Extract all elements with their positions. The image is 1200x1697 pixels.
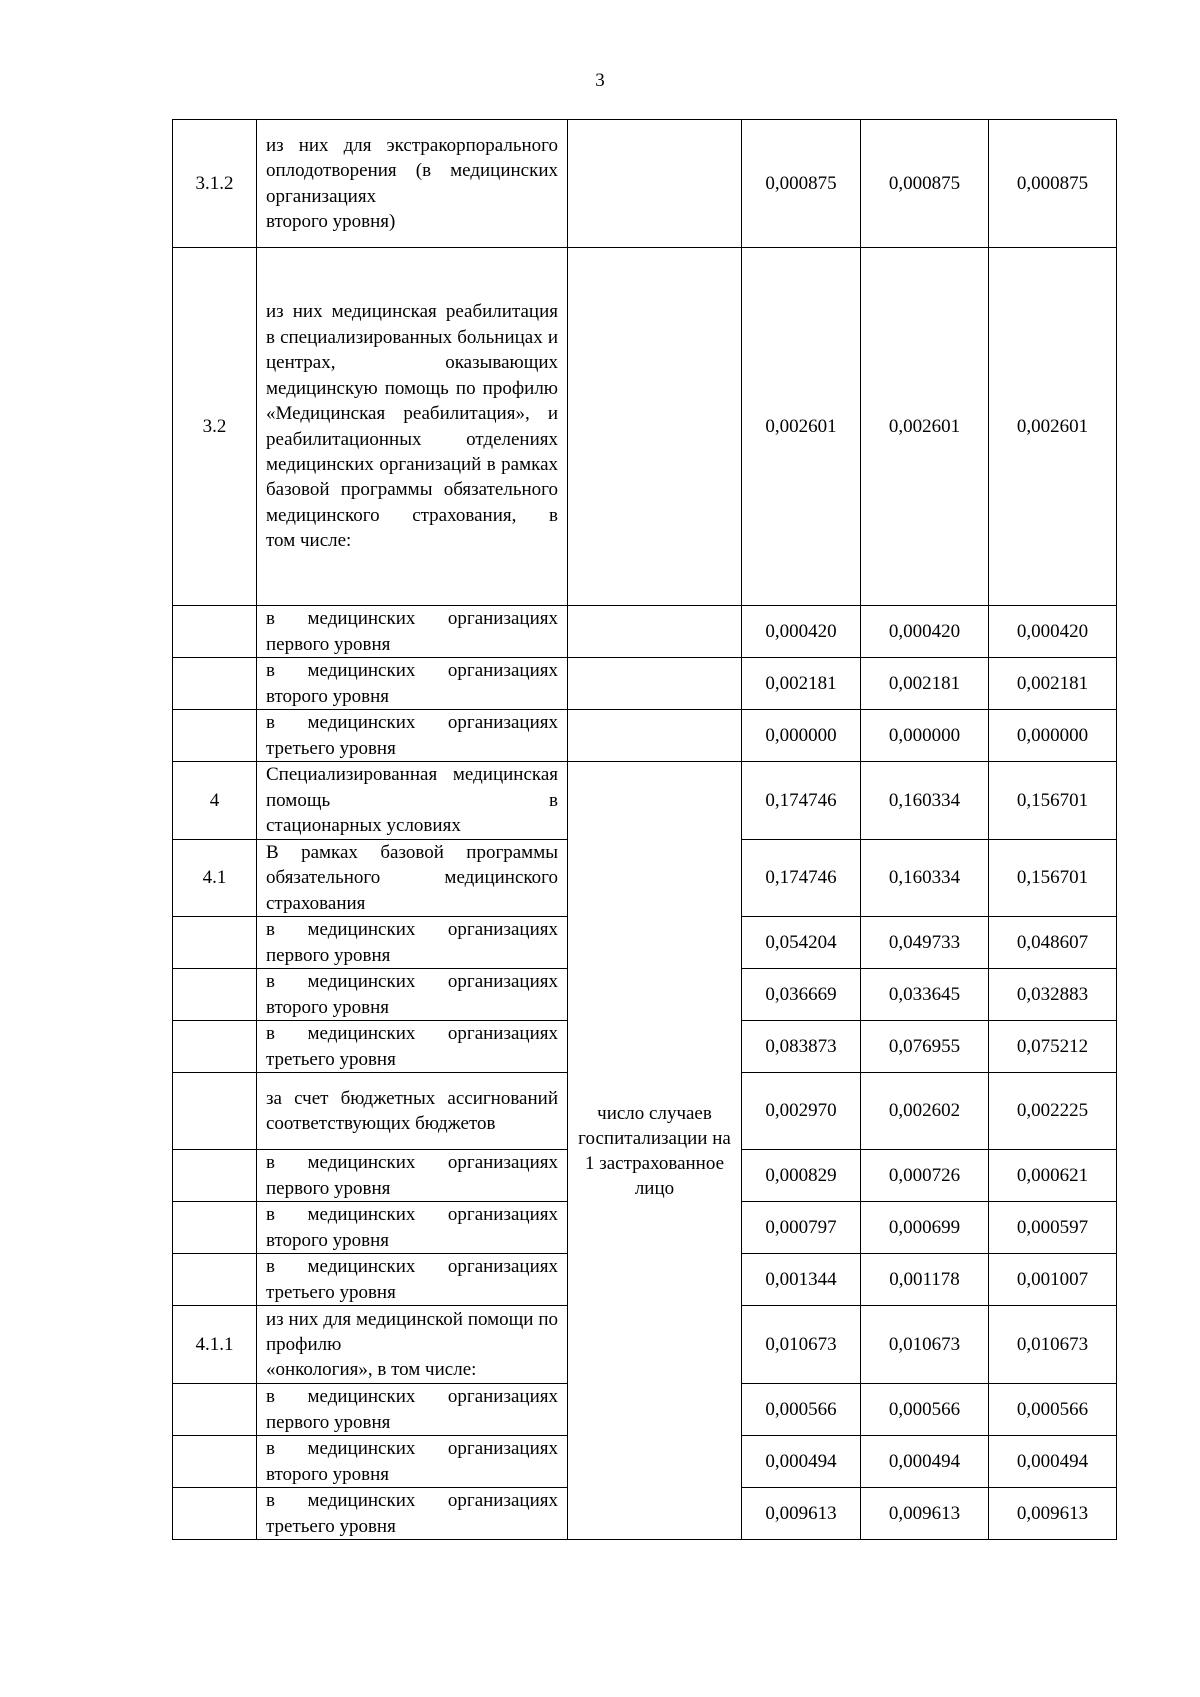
value-year-2: 0,001178 [861, 1254, 989, 1306]
row-description [257, 1202, 568, 1254]
value-year-1: 0,083873 [742, 1021, 861, 1073]
indicator-table [172, 119, 1117, 1540]
value-year-1: 0,174746 [742, 840, 861, 917]
value-year-1: 0,000829 [742, 1150, 861, 1202]
value-year-3: 0,075212 [989, 1021, 1117, 1073]
value-year-1: 0,002181 [742, 658, 861, 710]
row-description [257, 840, 568, 917]
row-description-last-line: соответствующих бюджетов [266, 1113, 496, 1135]
row-description [257, 1384, 568, 1436]
value-year-1: 0,000494 [742, 1436, 861, 1488]
row-description [257, 1488, 568, 1540]
table-row [173, 606, 1117, 658]
row-description-last-line: третьего уровня [266, 1515, 396, 1537]
value-year-1: 0,000000 [742, 710, 861, 762]
row-description-text: в медицинских организациях [266, 660, 558, 682]
value-year-1: 0,002970 [742, 1073, 861, 1150]
row-description [257, 762, 568, 840]
value-year-1: 0,000420 [742, 606, 861, 658]
value-year-3: 0,009613 [989, 1488, 1117, 1540]
row-number: 4.1 [173, 840, 257, 917]
table-row [173, 710, 1117, 762]
value-year-2: 0,049733 [861, 917, 989, 969]
value-year-2: 0,160334 [861, 762, 989, 840]
row-unit-empty [568, 658, 742, 710]
row-number: 3.1.2 [173, 120, 257, 248]
row-description [257, 1436, 568, 1488]
row-description-last-line: третьего уровня [266, 737, 396, 759]
value-year-2: 0,000875 [861, 120, 989, 248]
row-description-last-line: первого уровня [266, 1411, 391, 1433]
row-description-text: в медицинских организациях [266, 1152, 558, 1174]
row-unit-empty [568, 606, 742, 658]
row-description [257, 606, 568, 658]
value-year-3: 0,000000 [989, 710, 1117, 762]
row-description-text: В рамках базовой программы обязательного медицинского [266, 842, 558, 889]
table-row [173, 120, 1117, 248]
row-description [257, 1021, 568, 1073]
row-description-text: в медицинских организациях [266, 608, 558, 630]
value-year-3: 0,032883 [989, 969, 1117, 1021]
row-description-text: в медицинских организациях [266, 1386, 558, 1408]
value-year-3: 0,156701 [989, 762, 1117, 840]
row-unit-empty [568, 248, 742, 606]
row-number [173, 1202, 257, 1254]
value-year-2: 0,009613 [861, 1488, 989, 1540]
value-year-2: 0,002601 [861, 248, 989, 606]
row-number [173, 1436, 257, 1488]
row-description-last-line: «онкология», в том числе: [266, 1359, 477, 1381]
row-description-last-line: второго уровня [266, 996, 389, 1018]
row-description-text: в медицинских организациях [266, 1256, 558, 1278]
value-year-2: 0,000000 [861, 710, 989, 762]
row-number [173, 1254, 257, 1306]
value-year-2: 0,000566 [861, 1384, 989, 1436]
table-body [173, 120, 1117, 1540]
row-description [257, 248, 568, 606]
table-row [173, 658, 1117, 710]
row-description-text: из них медицинская реабилитация в специализированных больницах и центрах, оказывающих медицинскую помощь по профилю «Медицинская реабилитация», и реабилитационных отделениях медицинских организаций в рамках базовой программы обязательного медицинского страхования, в [266, 301, 558, 526]
value-year-1: 0,010673 [742, 1306, 861, 1384]
row-description-text: в медицинских организациях [266, 712, 558, 734]
row-number [173, 1384, 257, 1436]
value-year-3: 0,001007 [989, 1254, 1117, 1306]
row-number: 4.1.1 [173, 1306, 257, 1384]
row-number [173, 1488, 257, 1540]
unit-of-measure: число случаев госпитализации на 1 застрахованное лицо [568, 762, 742, 1540]
page-number: 3 [595, 70, 605, 91]
row-description-last-line: том числе: [266, 530, 352, 552]
value-year-3: 0,000420 [989, 606, 1117, 658]
row-number: 3.2 [173, 248, 257, 606]
row-number [173, 1150, 257, 1202]
value-year-2: 0,160334 [861, 840, 989, 917]
row-description-last-line: первого уровня [266, 1177, 391, 1199]
row-description-text: в медицинских организациях [266, 919, 558, 941]
row-number [173, 917, 257, 969]
value-year-2: 0,076955 [861, 1021, 989, 1073]
row-number [173, 606, 257, 658]
value-year-3: 0,000875 [989, 120, 1117, 248]
row-description-text: в медицинских организациях [266, 971, 558, 993]
value-year-3: 0,000566 [989, 1384, 1117, 1436]
value-year-1: 0,036669 [742, 969, 861, 1021]
value-year-1: 0,009613 [742, 1488, 861, 1540]
value-year-2: 0,033645 [861, 969, 989, 1021]
value-year-1: 0,000875 [742, 120, 861, 248]
row-description [257, 710, 568, 762]
value-year-3: 0,002225 [989, 1073, 1117, 1150]
row-description-text: в медицинских организациях [266, 1490, 558, 1512]
value-year-1: 0,001344 [742, 1254, 861, 1306]
row-description [257, 1254, 568, 1306]
row-description-text: в медицинских организациях [266, 1438, 558, 1460]
value-year-2: 0,002181 [861, 658, 989, 710]
row-description-text: из них для экстракорпорального оплодотворения (в медицинских организациях [266, 134, 558, 207]
value-year-1: 0,000566 [742, 1384, 861, 1436]
row-description-last-line: третьего уровня [266, 1281, 396, 1303]
row-description-text: из них для медицинской помощи по профилю [266, 1308, 558, 1356]
row-description-last-line: второго уровня [266, 1229, 389, 1251]
row-description-last-line: стационарных условиях [266, 815, 461, 837]
row-description-last-line: первого уровня [266, 944, 391, 966]
value-year-2: 0,010673 [861, 1306, 989, 1384]
value-year-3: 0,000597 [989, 1202, 1117, 1254]
value-year-3: 0,010673 [989, 1306, 1117, 1384]
row-number [173, 658, 257, 710]
value-year-1: 0,054204 [742, 917, 861, 969]
row-description-last-line: второго уровня) [266, 210, 396, 232]
row-number: 4 [173, 762, 257, 840]
row-description-text: за счет бюджетных ассигнований [266, 1087, 558, 1109]
row-description [257, 969, 568, 1021]
value-year-3: 0,000494 [989, 1436, 1117, 1488]
row-description [257, 1306, 568, 1384]
row-description-last-line: третьего уровня [266, 1048, 396, 1070]
row-description-last-line: второго уровня [266, 685, 389, 707]
value-year-1: 0,174746 [742, 762, 861, 840]
row-description-text: в медицинских организациях [266, 1023, 558, 1045]
row-description-last-line: страхования [266, 892, 366, 914]
row-description [257, 1150, 568, 1202]
value-year-2: 0,000420 [861, 606, 989, 658]
row-description [257, 1073, 568, 1150]
value-year-3: 0,156701 [989, 840, 1117, 917]
row-description-last-line: первого уровня [266, 633, 391, 655]
value-year-3: 0,002601 [989, 248, 1117, 606]
row-description [257, 917, 568, 969]
row-number [173, 1021, 257, 1073]
row-number [173, 1073, 257, 1150]
value-year-1: 0,002601 [742, 248, 861, 606]
row-description [257, 658, 568, 710]
row-unit-empty [568, 710, 742, 762]
value-year-2: 0,000726 [861, 1150, 989, 1202]
value-year-3: 0,000621 [989, 1150, 1117, 1202]
value-year-3: 0,048607 [989, 917, 1117, 969]
row-unit-empty [568, 120, 742, 248]
row-description-text: в медицинских организациях [266, 1204, 558, 1226]
value-year-3: 0,002181 [989, 658, 1117, 710]
row-description [257, 120, 568, 248]
row-number [173, 710, 257, 762]
row-number [173, 969, 257, 1021]
row-description-last-line: второго уровня [266, 1463, 389, 1485]
value-year-2: 0,000699 [861, 1202, 989, 1254]
table-row [173, 762, 1117, 840]
value-year-2: 0,000494 [861, 1436, 989, 1488]
row-description-text: Специализированная медицинская помощь в [266, 764, 558, 811]
value-year-1: 0,000797 [742, 1202, 861, 1254]
table-row [173, 248, 1117, 606]
value-year-2: 0,002602 [861, 1073, 989, 1150]
